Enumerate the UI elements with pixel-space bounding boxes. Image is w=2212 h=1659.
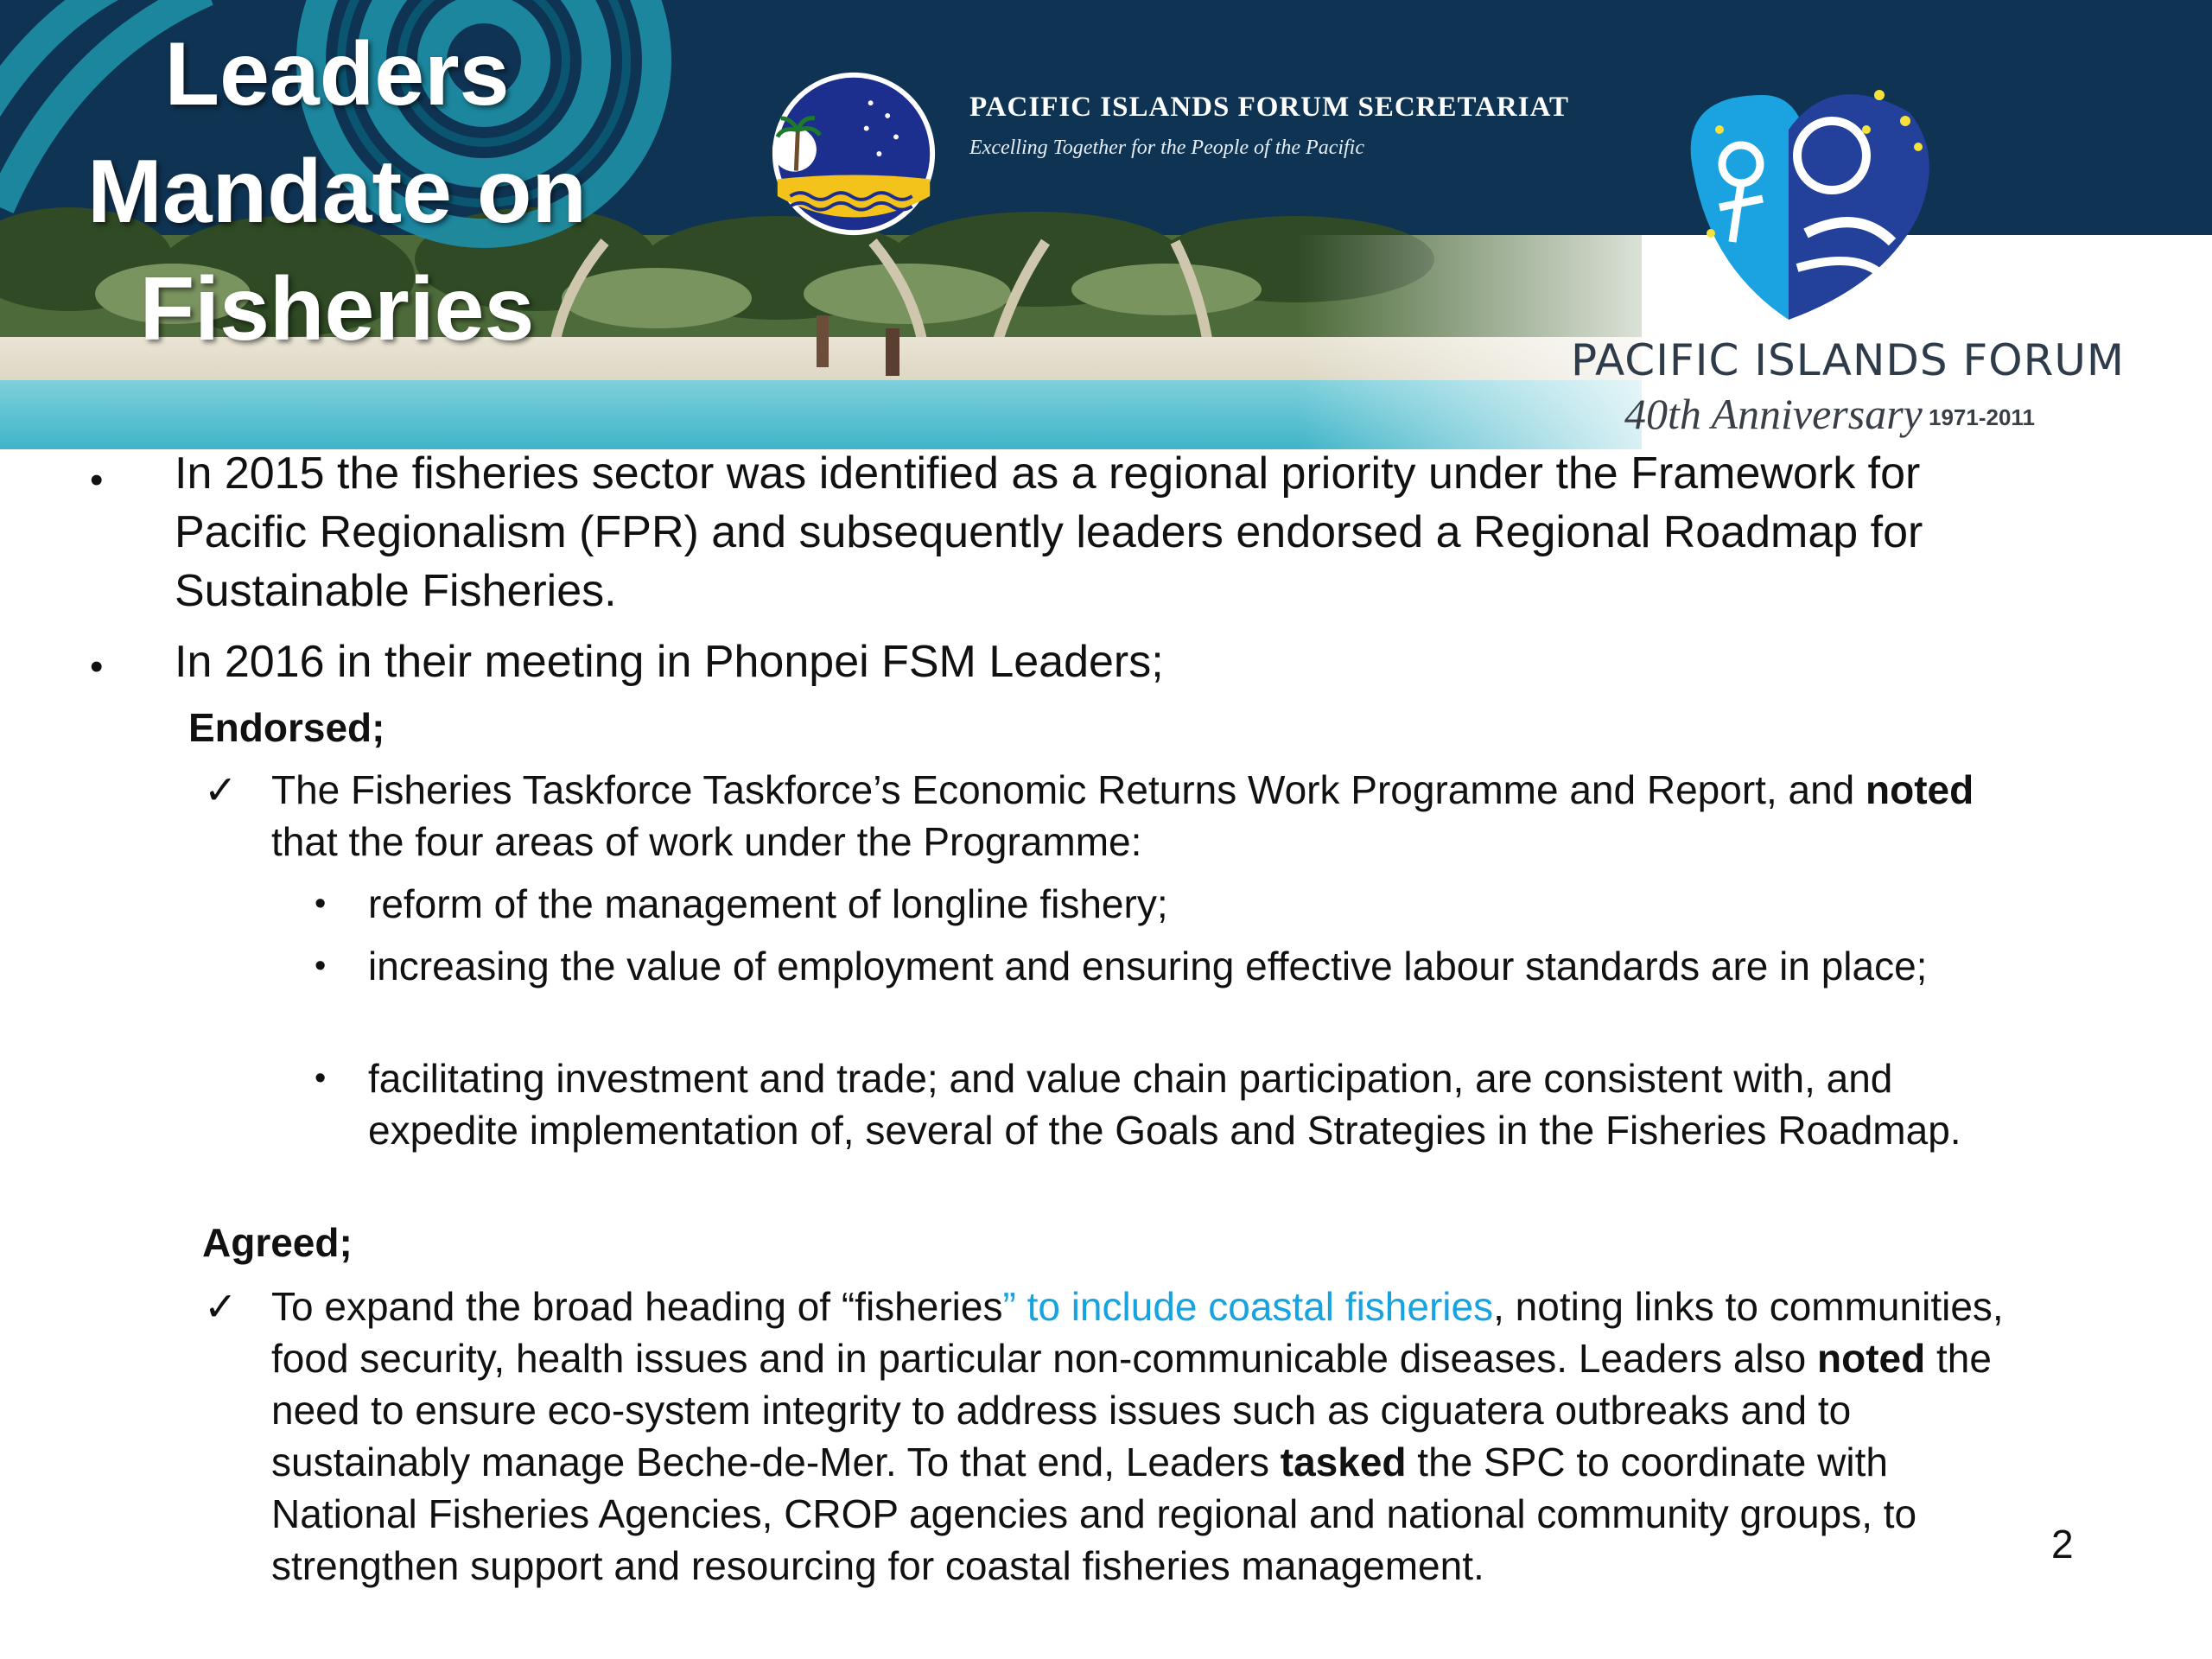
agreed-coastal-highlight: ” to include coastal fisheries: [1002, 1284, 1494, 1329]
agreed-text-4: the SPC to coordinate with National Fisheries Agencies, CROP agencies and regional and national community groups, to strengthen support and resourcing for coastal fisheries management.: [271, 1440, 1917, 1588]
secretariat-seal-logo: [769, 69, 938, 238]
bullet-marker: •: [90, 459, 104, 501]
endorsed-text-1: The Fisheries Taskforce Taskforce’s Economic Returns Work Programme and Report, and: [271, 767, 1866, 812]
endorsed-heading: Endorsed;: [188, 705, 385, 750]
agreed-text-1: To expand the broad heading of “fisheries: [271, 1284, 1003, 1329]
secretariat-name: PACIFIC ISLANDS FORUM SECRETARIAT: [969, 92, 1569, 123]
endorsed-noted: noted: [1866, 767, 1974, 812]
forum-name: PACIFIC ISLANDS FORUM: [1571, 335, 2126, 385]
endorsed-text-2: that the four areas of work under the Programme:: [271, 819, 1142, 864]
forum-anniversary: 40th Anniversary: [1624, 390, 1923, 438]
title-line-1: Leaders: [164, 24, 510, 124]
title-line-2: Mandate on: [87, 142, 587, 242]
sub-item-3: facilitating investment and trade; and value chain participation, are consistent with, and expedite implementation of, several of the Goals and Strategies in the Fisheries Roadmap.: [368, 1056, 1961, 1153]
checkmark-icon: ✓: [204, 767, 238, 812]
sub-bullet-marker: •: [315, 1060, 327, 1096]
slide-title: [60, 16, 613, 368]
secretariat-tagline: Excelling Together for the People of the Pacific: [969, 137, 1364, 159]
bullet-marker: •: [90, 645, 104, 688]
forum-years: 1971-2011: [1929, 404, 2035, 430]
bullet-item-2: In 2016 in their meeting in Phonpei FSM Leaders;: [175, 637, 1164, 687]
sub-item-2: increasing the value of employment and ensuring effective labour standards are in place;: [368, 944, 1928, 988]
sub-bullet-marker: •: [315, 886, 327, 922]
sub-item-1: reform of the management of longline fishery;: [368, 881, 1168, 926]
agreed-text-2: , noting links to communities, food security, health issues and in particular non-communicable diseases. Leaders also: [271, 1284, 2004, 1381]
checkmark-icon: ✓: [204, 1284, 238, 1329]
sub-bullet-marker: •: [315, 948, 327, 984]
agreed-tasked: tasked: [1280, 1440, 1407, 1484]
page-number: 2: [2051, 1522, 2074, 1567]
endorsed-item: [271, 764, 2043, 868]
header-banner: [0, 0, 2212, 449]
title-line-3: Fisheries: [139, 259, 535, 359]
bullet-item-1: In 2015 the fisheries sector was identified as a regional priority under the Framework for Pacific Regionalism (FPR) and subsequently leaders endorsed a Regional Roadmap for Sustainable Fisheries.: [175, 448, 1923, 616]
agreed-item: [271, 1281, 2043, 1592]
agreed-noted: noted: [1817, 1336, 1926, 1381]
agreed-heading: Agreed;: [202, 1220, 353, 1265]
forum-anniversary-logo: [1659, 60, 1944, 346]
agreed-text-3: the need to ensure eco-system integrity to address issues such as ciguatera outbreaks and to sustainably manage Beche-de-Mer. To that end, Leaders: [271, 1336, 1992, 1484]
